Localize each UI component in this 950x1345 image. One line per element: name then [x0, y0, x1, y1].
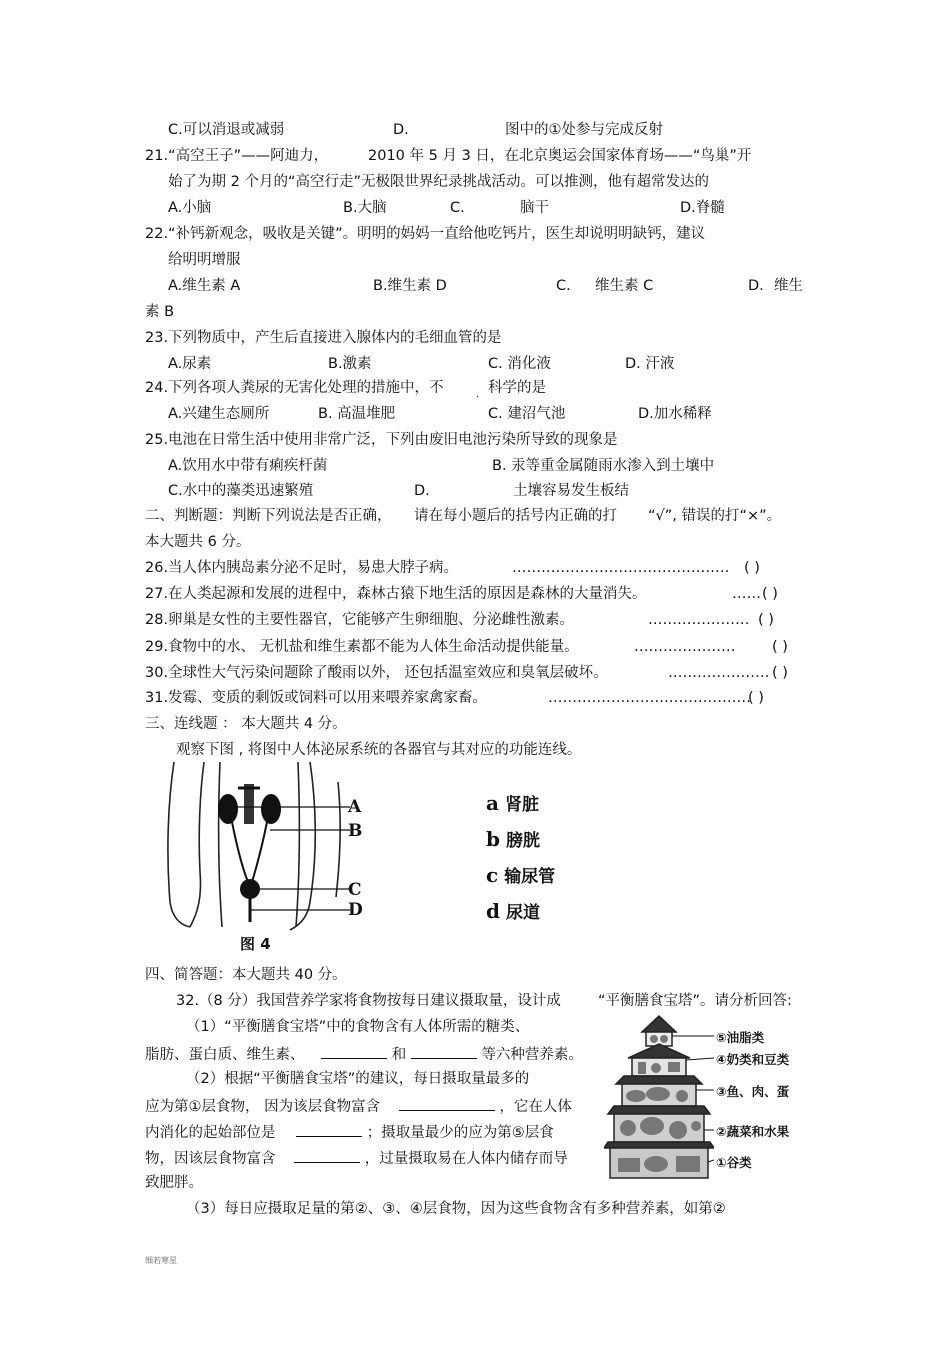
q32-p2-line2: 应为第①层食物， 因为该层食物富含 ，它在人体 — [145, 1096, 572, 1116]
ureter-right-icon — [252, 822, 267, 882]
urinary-system-figure — [160, 762, 370, 934]
pyramid-label-1: ①谷类 — [716, 1155, 752, 1170]
pyramid-label-3: ③鱼、肉、蛋 — [716, 1084, 790, 1099]
section3-instruction: 观察下图 , 将图中人体泌尿系统的各器官与其对应的功能连线。 — [176, 742, 582, 758]
q24-stem-2: 科学的是 — [488, 380, 546, 396]
q22-option-c-label: C. — [556, 278, 571, 294]
q22-stem-1: 22.“补钙新观念，吸收是关键”。明明的妈妈一直给他吃钙片，医生却说明明缺钙，建议 — [145, 226, 706, 242]
footer-note: 细若寒星 — [145, 1256, 177, 1265]
pyramid-label-2: ②蔬菜和水果 — [716, 1124, 790, 1139]
body-outline-right-arm — [290, 762, 315, 930]
judge-dots-31: …………………………………… — [548, 690, 751, 706]
body-outline-left-arm — [190, 762, 204, 927]
q32-p2-line1: （2）根据“平衡膳食宝塔”的建议，每日摄取量最多的 — [186, 1071, 530, 1087]
q32-p2-line5: 致肥胖。 — [145, 1175, 203, 1191]
judge-answer-28[interactable]: ( ) — [758, 612, 774, 628]
answer-blank-2[interactable] — [411, 1044, 477, 1059]
q22-option-b: B.维生素 D — [373, 278, 447, 294]
section2-head-4: 本大题共 6 分。 — [145, 534, 251, 550]
aorta-icon — [244, 784, 254, 824]
pointer-label-c: C — [348, 880, 362, 900]
q32-p1-line2: 脂肪、蛋白质、维生素、 和 等六种营养素。 — [145, 1044, 583, 1064]
q32-p3-line1: （3）每日应摄取足量的第②、③、④层食物，因为这些食物含有多种营养素，如第② — [186, 1201, 726, 1217]
q32-intro-1: 32.（8 分）我国营养学家将食物按每日建议摄取量，设计成 — [176, 993, 561, 1009]
judge-item-27: 27.在人类起源和发展的进程中，森林古猿下地生活的原因是森林的大量消失。 — [145, 586, 647, 602]
q25-option-c: C.水中的藻类迅速繁殖 — [168, 483, 314, 499]
q21-option-b: B.大脑 — [343, 200, 387, 216]
judge-answer-30[interactable]: ( ) — [772, 665, 788, 681]
judge-dots-29: ………………… — [634, 639, 736, 655]
q32-intro-2: “平衡膳食宝塔”。请分析回答: — [598, 993, 792, 1009]
emphasis-dot: . — [476, 389, 480, 400]
organ-item-d[interactable]: d 尿道 — [486, 899, 540, 923]
kidney-right-icon — [261, 794, 281, 824]
answer-blank-1[interactable] — [321, 1044, 387, 1059]
q22-option-c-text: 维生素 C — [595, 278, 654, 294]
q21-stem-2: 始了为期 2 个月的“高空行走”无极限世界纪录挑战活动。可以推测，他有超常发达的 — [168, 174, 709, 190]
pyramid-roof-1 — [604, 1142, 714, 1148]
q23-option-a: A.尿素 — [168, 356, 212, 372]
judge-dots-26: ……………………………………… — [512, 560, 730, 576]
q22-option-d-label: D. — [748, 278, 764, 294]
organ-item-b[interactable]: b 膀胱 — [486, 827, 540, 851]
q24-option-b: B. 高温堆肥 — [318, 406, 396, 422]
pyramid-label-5: ⑤油脂类 — [716, 1030, 765, 1045]
q23-stem: 23.下列物质中，产生后直接进入腺体内的毛细血管的是 — [145, 330, 502, 346]
q25-stem: 25.电池在日常生活中使用非常广泛，下列由废旧电池污染所导致的现象是 — [145, 432, 618, 448]
torso-right — [296, 762, 299, 927]
body-outline-left-arm-back — [168, 762, 190, 927]
judge-answer-29[interactable]: ( ) — [772, 639, 788, 655]
q32-p2-line4: 物，因该层食物富含 ，过量摄取易在人体内储存而导 — [145, 1148, 568, 1168]
judge-answer-31[interactable]: ( ) — [748, 690, 764, 706]
judge-dots-27: …… — [732, 586, 761, 602]
q25-option-b: B. 汞等重金属随雨水渗入到土壤中 — [492, 458, 715, 474]
q23-option-d: D. 汗液 — [625, 356, 675, 372]
q24-option-d: D.加水稀释 — [638, 406, 712, 422]
judge-answer-26[interactable]: ( ) — [744, 560, 760, 576]
q25-option-a: A.饮用水中带有痢疾杆菌 — [168, 458, 328, 474]
section2-head-1: 二、判断题：判断下列说法是否正确， — [145, 508, 392, 524]
body-outline-right-torso — [336, 782, 340, 897]
judge-answer-27[interactable]: ( ) — [762, 586, 778, 602]
q32-p1-line1: （1）“平衡膳食宝塔”中的食物含有人体所需的糖类、 — [186, 1019, 530, 1035]
q21-option-c-text: 脑干 — [520, 200, 549, 216]
pyramid-roof-2 — [608, 1106, 710, 1114]
judge-item-28: 28.卵巢是女性的主要性器官，它能够产生卵细胞、分泌雌性激素。 — [145, 612, 575, 628]
q22-option-d-cont: 素 B — [145, 304, 175, 320]
q21-stem-1b: 2010 年 5 月 3 日，在北京奥运会国家体育场——“鸟巢”开 — [368, 148, 752, 164]
food-pyramid-figure — [604, 1014, 714, 1180]
q24-option-c: C. 建沼气池 — [488, 406, 566, 422]
q21-option-d: D.脊髓 — [680, 200, 725, 216]
q32-p2-line3: 内消化的起始部位是 ；摄取量最少的应为第⑤层食 — [145, 1122, 554, 1142]
q21-option-a: A.小脑 — [168, 200, 212, 216]
answer-blank-3[interactable] — [399, 1096, 495, 1111]
q22-option-d-text: 维生 — [774, 278, 803, 294]
organ-item-a[interactable]: a 肾脏 — [486, 791, 539, 815]
q21-stem-1: 21.“高空王子”——阿迪力， — [145, 148, 329, 164]
q25-option-d-text: 土壤容易发生板结 — [513, 483, 629, 499]
judge-item-31: 31.发霉、变质的剩饭或饲料可以用来喂养家禽家畜。 — [145, 690, 488, 706]
section4-head: 四、简答题：本大题共 40 分。 — [145, 967, 347, 983]
kidney-left-icon — [218, 794, 238, 824]
pointer-label-a: A — [348, 797, 362, 817]
q20-option-d-text: 图中的①处参与完成反射 — [505, 122, 663, 138]
judge-dots-28: ………………… — [648, 612, 750, 628]
q22-option-a: A.维生素 A — [168, 278, 241, 294]
ureter-left-icon — [232, 822, 248, 882]
q25-option-d-label: D. — [414, 483, 430, 499]
answer-blank-5[interactable] — [294, 1148, 360, 1163]
q23-option-b: B.激素 — [328, 356, 372, 372]
section3-head: 三、连线题 ： 本大题共 4 分。 — [145, 716, 347, 732]
q24-option-a: A.兴建生态厕所 — [168, 406, 270, 422]
figure-caption: 图 4 — [240, 935, 271, 953]
pyramid-roof-top — [642, 1016, 676, 1032]
pyramid-roof-4 — [628, 1044, 690, 1058]
q23-option-c: C. 消化液 — [488, 356, 551, 372]
judge-item-29: 29.食物中的水、 无机盐和维生素都不能为人体生命活动提供能量。 — [145, 639, 579, 655]
q20-option-c: C.可以消退或减弱 — [168, 122, 285, 138]
judge-dots-30: ………………… — [668, 665, 770, 681]
q21-option-c-label: C. — [450, 200, 465, 216]
pointer-label-d: D — [348, 900, 363, 920]
q20-option-d-label: D. — [393, 122, 409, 138]
q22-stem-2: 给明明增服 — [168, 252, 241, 268]
answer-blank-4[interactable] — [296, 1122, 362, 1137]
organ-item-c[interactable]: c 输尿管 — [486, 863, 556, 887]
pyramid-label-4: ④奶类和豆类 — [716, 1052, 790, 1067]
q24-stem-1: 24.下列各项人粪尿的无害化处理的措施中，不 — [145, 380, 444, 396]
torso-left — [219, 762, 222, 927]
section2-head-3: “√”, 错误的打“×”。 — [648, 508, 782, 524]
pointer-label-b: B — [348, 821, 363, 841]
judge-item-26: 26.当人体内胰岛素分泌不足时，易患大脖子病。 — [145, 560, 459, 576]
pyramid-roof-3 — [616, 1076, 702, 1084]
section2-head-2: 请在每小题后的括号内正确的打 — [414, 508, 617, 524]
judge-item-30: 30.全球性大气污染问题除了酸雨以外， 还包括温室效应和臭氧层破坏。 — [145, 665, 608, 681]
